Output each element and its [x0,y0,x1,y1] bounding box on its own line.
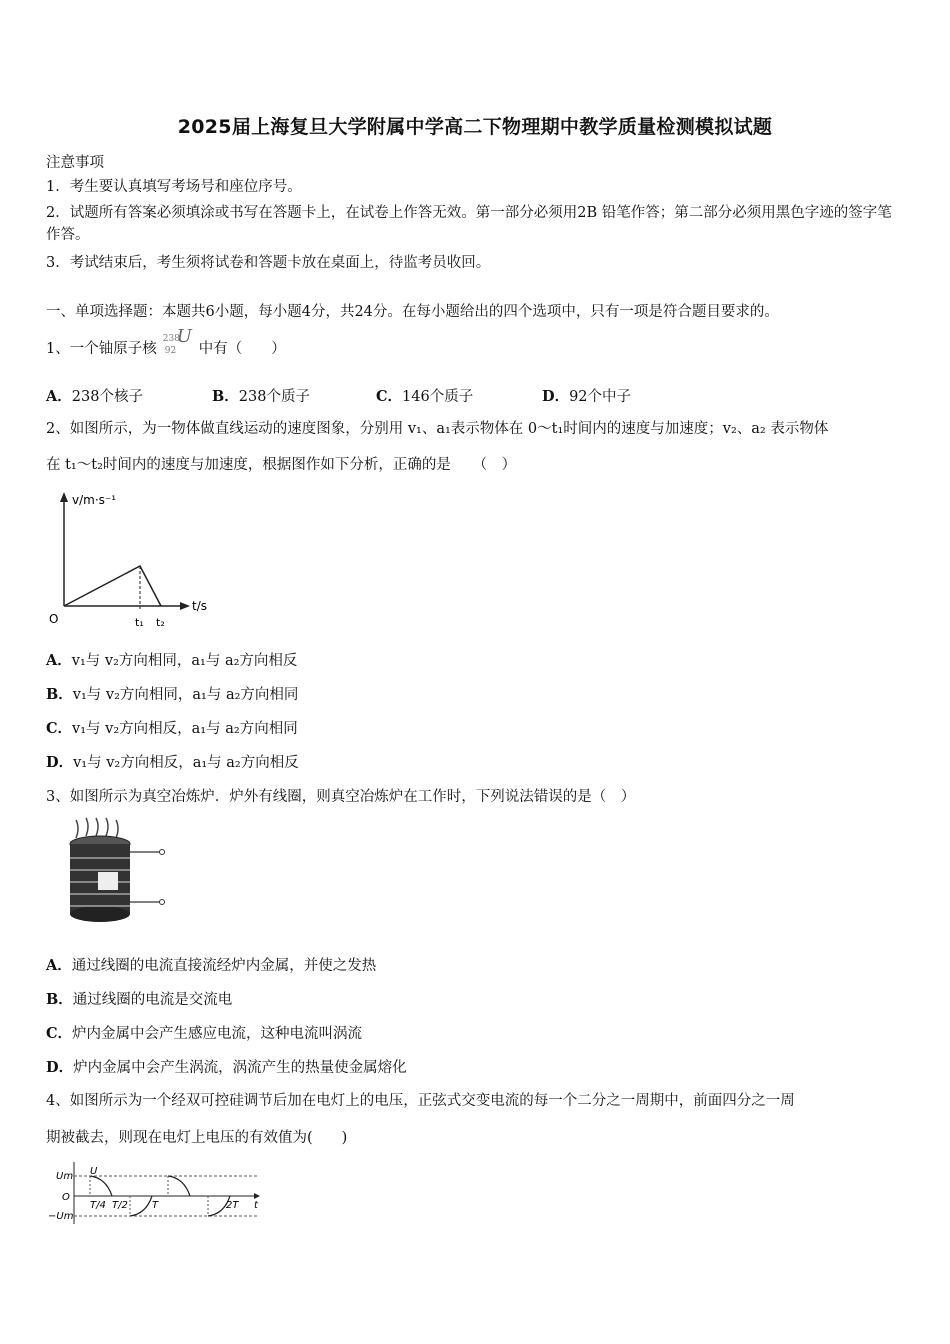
velocity-line [64,566,161,606]
notice-item-2: 2．试题所有答案必须填涂或书写在答题卡上，在试卷上作答无效。第一部分必须用2B 铅笔作答；第二部分必须用黑色字迹的签字笔作答。 [46,205,892,243]
u-label: U [90,1166,98,1177]
q1-option-a[interactable]: A．238个核子 [46,388,143,405]
iso-symbol: U [176,326,192,347]
question-4-line1: 4、如图所示为一个经双可控硅调节后加在电灯上的电压，正弦式交变电流的每一个二分之一周期中，前面四分之一周 [46,1093,795,1109]
wave-seg-1 [90,1176,112,1196]
q3-option-d[interactable]: D．炉内金属中会产生涡流，涡流产生的热量使金属熔化 [46,1059,407,1076]
q2-option-c[interactable]: C．v₁与 v₂方向相反，a₁与 a₂方向相同 [46,720,298,737]
um-label: Um [56,1171,74,1182]
vacuum-furnace-figure [46,816,201,938]
t1-label: t₁ [135,616,144,629]
zero-label: O [62,1192,70,1203]
notice-heading: 注意事项 [46,155,104,171]
q1-pre: 1、一个铀原子核 [46,341,157,357]
q2-option-b[interactable]: B．v₁与 v₂方向相同，a₁与 a₂方向相同 [46,686,299,703]
q1-option-d[interactable]: D．92个中子 [542,388,632,405]
q3-option-c[interactable]: C．炉内金属中会产生感应电流，这种电流叫涡流 [46,1025,363,1042]
q1-option-c[interactable]: C．146个质子 [376,388,474,405]
notice-item-3: 3．考试结束后，考生须将试卷和答题卡放在桌面上，待监考员收回。 [46,255,491,271]
t2-label: T/2 [112,1200,128,1211]
furnace-bottom [70,906,130,922]
question-3-stem: 3、如图所示为真空冶炼炉．炉外有线圈，则真空冶炼炉在工作时，下列说法错误的是（ ） [46,789,636,805]
wave-seg-3 [168,1176,190,1196]
section-heading: 一、单项选择题：本题共6小题，每小题4分，共24分。在每小题给出的四个选项中，只有一项是符合题目要求的。 [46,304,779,320]
question-4-line2: 期被截去，则现在电灯上电压的有效值为( ) [46,1130,348,1146]
v-label: v/m·s⁻¹ [72,493,117,507]
terminal-bottom [160,900,165,905]
neg-um-label: −Um [48,1211,74,1222]
t-axis-label: t [254,1200,258,1211]
origin-label: O [49,612,59,626]
q3-option-b[interactable]: B．通过线圈的电流是交流电 [46,991,233,1008]
terminal-top [160,850,165,855]
T-label: T [152,1200,159,1211]
t-axis-arrow [180,602,190,610]
q1-option-b[interactable]: B．238个质子 [212,388,310,405]
q1-post: 中有（ ） [198,341,286,357]
iso-z: 92 [164,346,177,356]
question-1-stem [46,326,906,362]
notice-item-1: 1．考生要认真填写考场号和座位序号。 [46,179,302,195]
velocity-time-graph [44,488,214,634]
furnace-window [98,872,118,890]
iso-mass: 238 [162,334,180,344]
q2-option-a[interactable]: A．v₁与 v₂方向相同，a₁与 a₂方向相反 [46,652,298,669]
question-2-line2: 在 t₁～t₂时间内的速度与加速度，根据图作如下分析，正确的是 （ ） [46,457,517,473]
time-axis-arrow [254,1193,260,1199]
t2-label: t₂ [156,616,165,629]
question-2-line1: 2、如图所示，为一物体做直线运动的速度图象，分别用 v₁、a₁表示物体在 0～t₁时间内的速度与加速度；v₂、a₂ 表示物体 [46,421,829,437]
heat-waves [76,818,118,838]
voltage-time-graph [44,1160,274,1228]
v-axis-arrow [60,492,68,502]
q2-option-d[interactable]: D．v₁与 v₂方向相反，a₁与 a₂方向相反 [46,754,299,771]
page-title: 2025届上海复旦大学附属中学高二下物理期中教学质量检测模拟试题 [177,116,773,138]
wave-seg-2 [130,1196,152,1216]
q3-option-a[interactable]: A．通过线圈的电流直接流经炉内金属，并使之发热 [46,957,377,974]
2T-label: 2T [226,1200,239,1211]
t-label: t/s [192,599,207,613]
uranium-isotope [161,326,195,362]
t4-label: T/4 [90,1200,106,1211]
